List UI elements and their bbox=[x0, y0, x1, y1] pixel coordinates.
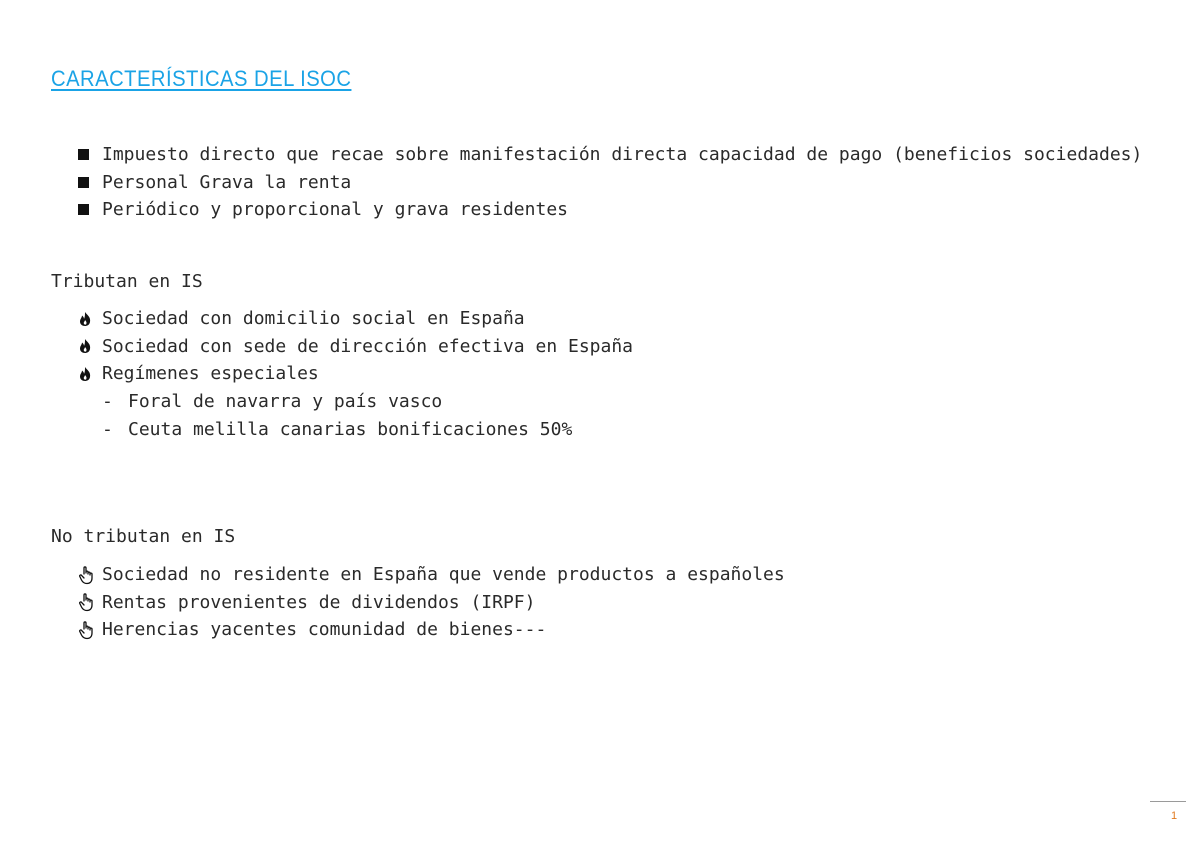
pointing-hand-icon bbox=[78, 565, 102, 585]
dash-bullet-icon: - bbox=[102, 418, 113, 440]
square-bullet-icon bbox=[78, 204, 89, 215]
sub-list-item-text: Ceuta melilla canarias bonificaciones 50% bbox=[128, 418, 573, 440]
flame-bullet-icon bbox=[78, 366, 102, 382]
list-item bbox=[78, 616, 785, 644]
footer-divider bbox=[1150, 801, 1186, 802]
list-item-text: Sociedad con sede de dirección efectiva en España bbox=[102, 335, 634, 357]
no-tributan-list bbox=[78, 561, 785, 644]
list-item-text: Rentas provenientes de dividendos (IRPF) bbox=[102, 591, 536, 613]
flame-bullet-icon bbox=[78, 338, 102, 354]
page-title: CARACTERÍSTICAS DEL ISOC bbox=[51, 66, 352, 91]
list-item-text: Sociedad no residente en España que vende productos a españoles bbox=[102, 564, 785, 586]
square-bullet-icon bbox=[78, 149, 89, 160]
dash-bullet-icon: - bbox=[102, 391, 113, 413]
list-item-text: Impuesto directo que recae sobre manifestación directa capacidad de pago (beneficios sociedades) bbox=[102, 144, 1143, 166]
list-item-text: Periódico y proporcional y grava residentes bbox=[102, 199, 568, 221]
list-item bbox=[78, 141, 1142, 169]
list-item bbox=[78, 589, 785, 617]
no-tributan-heading: No tributan en IS bbox=[51, 526, 236, 547]
page-number: 1 bbox=[1171, 810, 1178, 822]
tributan-heading: Tributan en IS bbox=[51, 271, 203, 292]
regimenes-sublist bbox=[102, 388, 572, 443]
list-item bbox=[78, 333, 633, 361]
list-item bbox=[78, 196, 1142, 224]
pointing-hand-icon bbox=[78, 592, 102, 612]
list-item bbox=[78, 169, 1142, 197]
list-item-text: Personal Grava la renta bbox=[102, 171, 352, 193]
list-item-text: Herencias yacentes comunidad de bienes--- bbox=[102, 619, 547, 641]
list-item bbox=[78, 360, 633, 388]
sub-list-item bbox=[102, 416, 572, 444]
list-item bbox=[78, 305, 633, 333]
list-item bbox=[78, 561, 785, 589]
list-item-text: Regímenes especiales bbox=[102, 363, 319, 385]
list-item-text: Sociedad con domicilio social en España bbox=[102, 308, 525, 330]
square-bullet-icon bbox=[78, 177, 89, 188]
pointing-hand-icon bbox=[78, 620, 102, 640]
characteristics-list bbox=[78, 141, 1142, 224]
flame-bullet-icon bbox=[78, 311, 102, 327]
sub-list-item bbox=[102, 388, 572, 416]
sub-list-item-text: Foral de navarra y país vasco bbox=[128, 391, 443, 413]
tributan-list bbox=[78, 305, 633, 388]
